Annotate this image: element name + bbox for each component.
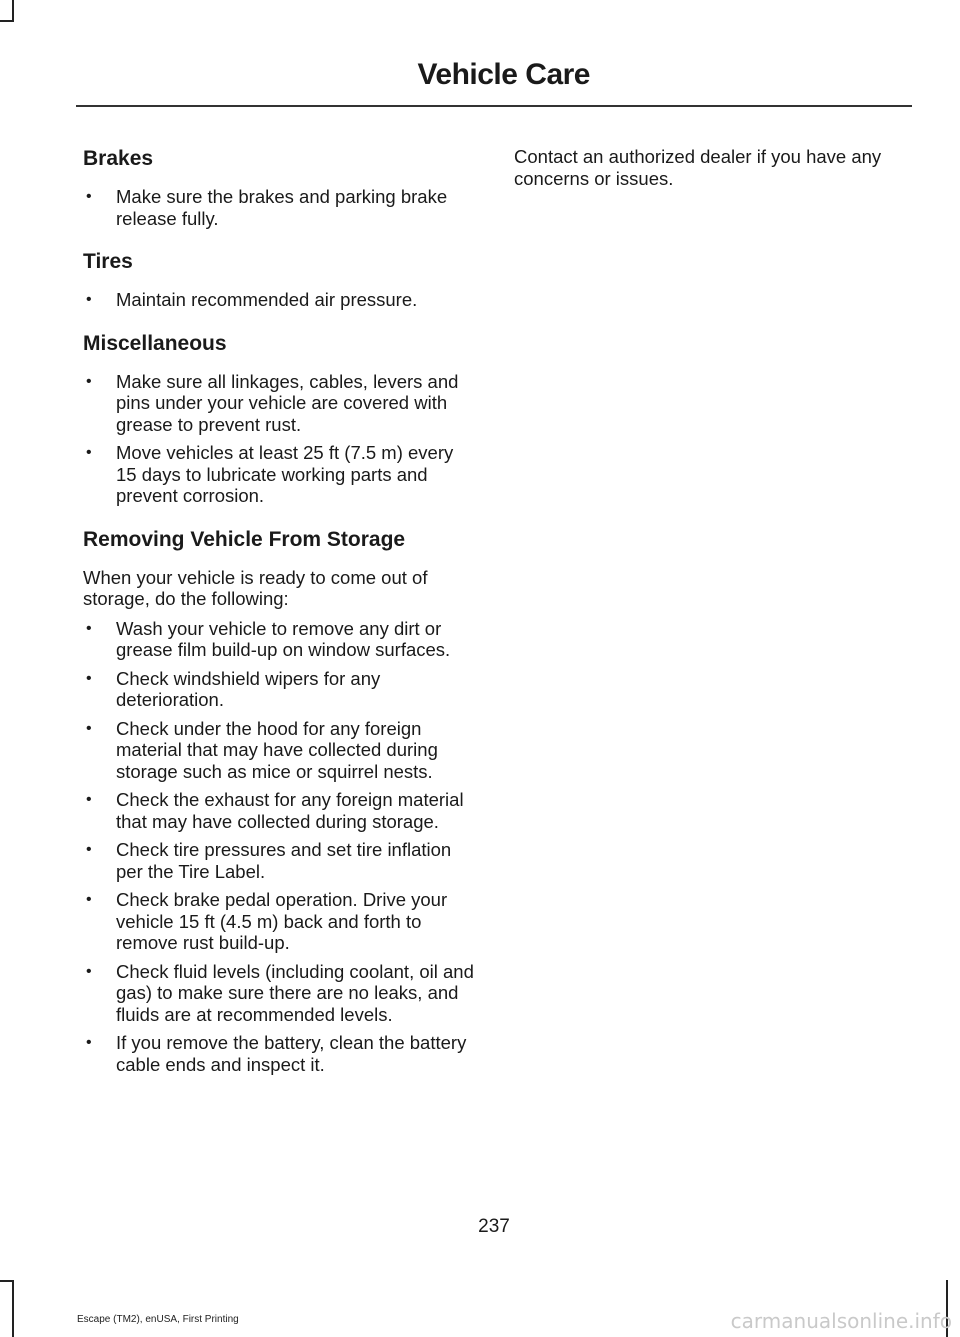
page-header-title: Vehicle Care [417, 58, 590, 91]
edition-footer: Escape (TM2), enUSA, First Printing [77, 1314, 239, 1325]
list-item: • Make sure all linkages, cables, levers and pins under your vehicle are covered with grease to prevent rust. [86, 370, 459, 435]
heading-tires: Tires [83, 250, 133, 273]
removing-intro: When your vehicle is ready to come out of storage, do the following: [83, 566, 428, 609]
right-column [514, 146, 904, 197]
bullet-icon: • [86, 669, 92, 687]
list-item: • Check tire pressures and set tire inflation per the Tire Label. [86, 839, 452, 882]
crop-mark-bottom-left-v [12, 1280, 14, 1337]
removing-list [83, 618, 478, 1076]
tires-list [83, 289, 478, 311]
contact-dealer-text: Contact an authorized dealer if you have any concerns or issues. [514, 146, 882, 189]
bullet-icon: • [86, 291, 92, 308]
bullet-icon: • [86, 791, 92, 808]
bullet-icon: • [86, 1034, 92, 1051]
bullet-icon: • [86, 891, 92, 908]
crop-mark-top-left-v [12, 0, 14, 20]
left-column [83, 144, 478, 1093]
brakes-list [83, 186, 478, 229]
list-item: • Check the exhaust for any foreign material that may have collected during storage. [86, 789, 464, 832]
list-item: • Check windshield wipers for any deterioration. [86, 667, 381, 710]
misc-list [83, 371, 478, 507]
list-item: • Wash your vehicle to remove any dirt or grease film build-up on window surfaces. [86, 617, 451, 660]
list-item: • Check under the hood for any foreign material that may have collected during storage such as mice or squirrel nests. [86, 717, 438, 782]
bullet-icon: • [86, 372, 92, 390]
heading-brakes: Brakes [83, 147, 154, 170]
list-item: • If you remove the battery, clean the battery cable ends and inspect it. [86, 1032, 467, 1075]
list-item: • Maintain recommended air pressure. [86, 289, 418, 310]
bullet-icon: • [86, 619, 92, 637]
crop-mark-top-left-h [0, 20, 14, 22]
heading-removing-vehicle-from-storage: Removing Vehicle From Storage [83, 527, 406, 551]
bullet-icon: • [86, 719, 92, 737]
bullet-icon: • [86, 444, 92, 461]
header-divider [76, 105, 912, 107]
list-item: • Check brake pedal operation. Drive your vehicle 15 ft (4.5 m) back and forth to remove rust build-up. [86, 889, 448, 953]
bullet-icon: • [86, 962, 92, 980]
list-item: • Move vehicles at least 25 ft (7.5 m) every 15 days to lubricate working parts and prevent corrosion. [86, 442, 454, 506]
heading-miscellaneous: Miscellaneous [83, 331, 227, 355]
bullet-icon: • [86, 188, 92, 205]
page-number: 237 [478, 1216, 510, 1237]
list-item: • Make sure the brakes and parking brake release fully. [86, 186, 448, 229]
bullet-icon: • [86, 841, 92, 858]
list-item: • Check fluid levels (including coolant, oil and gas) to make sure there are no leaks, and fluids are at recommended levels. [86, 960, 474, 1025]
watermark: carmanualsonline.info [730, 1309, 952, 1333]
